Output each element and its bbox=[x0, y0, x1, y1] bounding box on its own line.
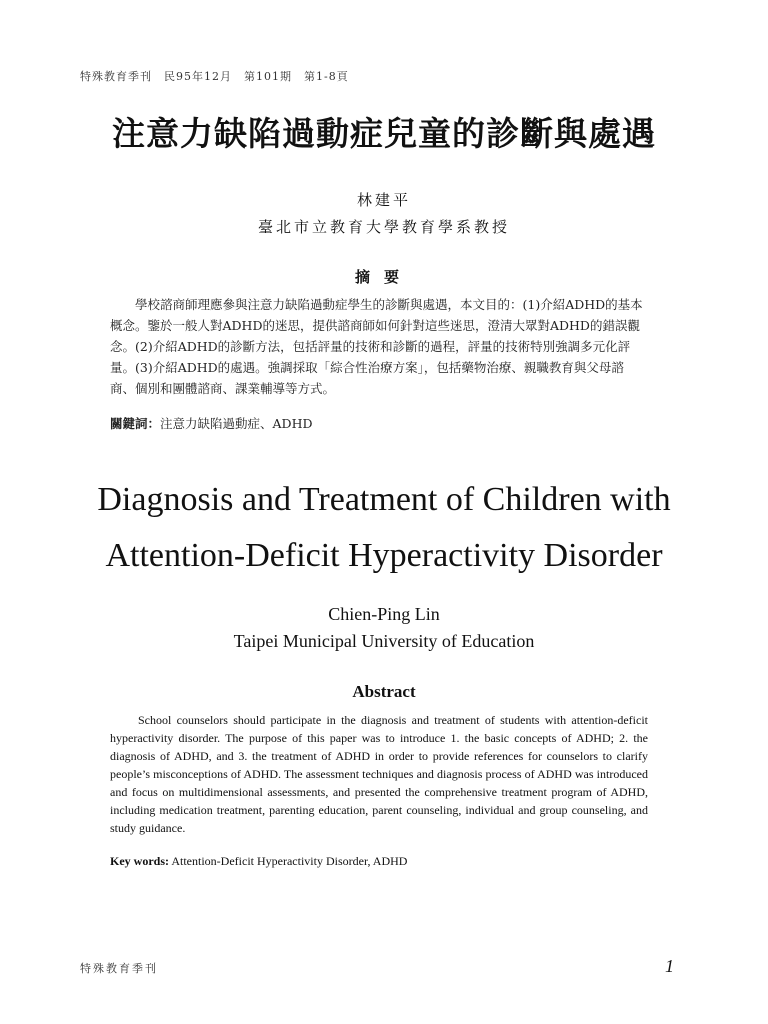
running-head: 特殊教育季刊 民95年12月 第101期 第1-8頁 bbox=[80, 70, 349, 83]
english-author: Chien-Ping Lin bbox=[328, 604, 440, 624]
english-keywords-value: Attention-Deficit Hyperactivity Disorder, ADHD bbox=[171, 854, 408, 868]
english-affiliation: Taipei Municipal University of Education bbox=[233, 631, 535, 651]
english-keywords-label: Key words: bbox=[110, 854, 169, 868]
chinese-affiliation: 臺北市立教育大學教育學系教授 bbox=[257, 218, 510, 236]
footer-journal-name: 特殊教育季刊 bbox=[80, 962, 158, 975]
chinese-keywords bbox=[110, 414, 313, 432]
chinese-keywords-value: 注意力缺陷過動症、ADHD bbox=[160, 416, 313, 431]
english-abstract-heading: Abstract bbox=[352, 682, 416, 701]
english-title-line-2: Attention-Deficit Hyperactivity Disorder bbox=[105, 537, 663, 574]
chinese-abstract-heading: 摘要 bbox=[354, 268, 413, 286]
english-abstract-text: School counselors should participate in the diagnosis and treatment of students with attention-deficit hyperactivity disorder. The purpose of this paper was to introduce 1. the basic concepts of ADHD; 2. the diagnosis of ADHD, and 3. the treatment of ADHD in order to provide references for counselors to clarify people’s misconceptions of ADHD. The assessment techniques and diagnosis process of ADHD was introduced and focus on multidimensional assessments, and presented the comprehensive treatment program of ADHD, including medication treatment, parenting education, parent counseling, individual and group counseling, and study guidance. bbox=[110, 713, 648, 835]
english-keywords bbox=[110, 854, 407, 869]
chinese-title: 注意力缺陷過動症兒童的診斷與處遇 bbox=[112, 114, 656, 153]
chinese-author: 林建平 bbox=[356, 191, 411, 209]
chinese-keywords-label: 關鍵詞： bbox=[110, 416, 161, 431]
english-title bbox=[0, 472, 768, 584]
chinese-abstract-text: 學校諮商師理應參與注意力缺陷過動症學生的診斷與處遇，本文目的：(1)介紹ADHD的基本概念。鑒於一般人對ADHD的迷思，提供諮商師如何針對這些迷思，澄清大眾對ADHD的錯誤觀念。(2)介紹ADHD的診斷方法，包括評量的技術和診斷的過程，評量的技術特別強調多元化評量。(3)介紹ADHD的處遇。強調採取「綜合性治療方案」，包括藥物治療、親職教育與父母諮商、個別和團體諮商、課業輔導等方式。 bbox=[110, 297, 643, 396]
english-title-line-1: Diagnosis and Treatment of Children with bbox=[97, 481, 671, 518]
page-number: 1 bbox=[665, 956, 674, 976]
